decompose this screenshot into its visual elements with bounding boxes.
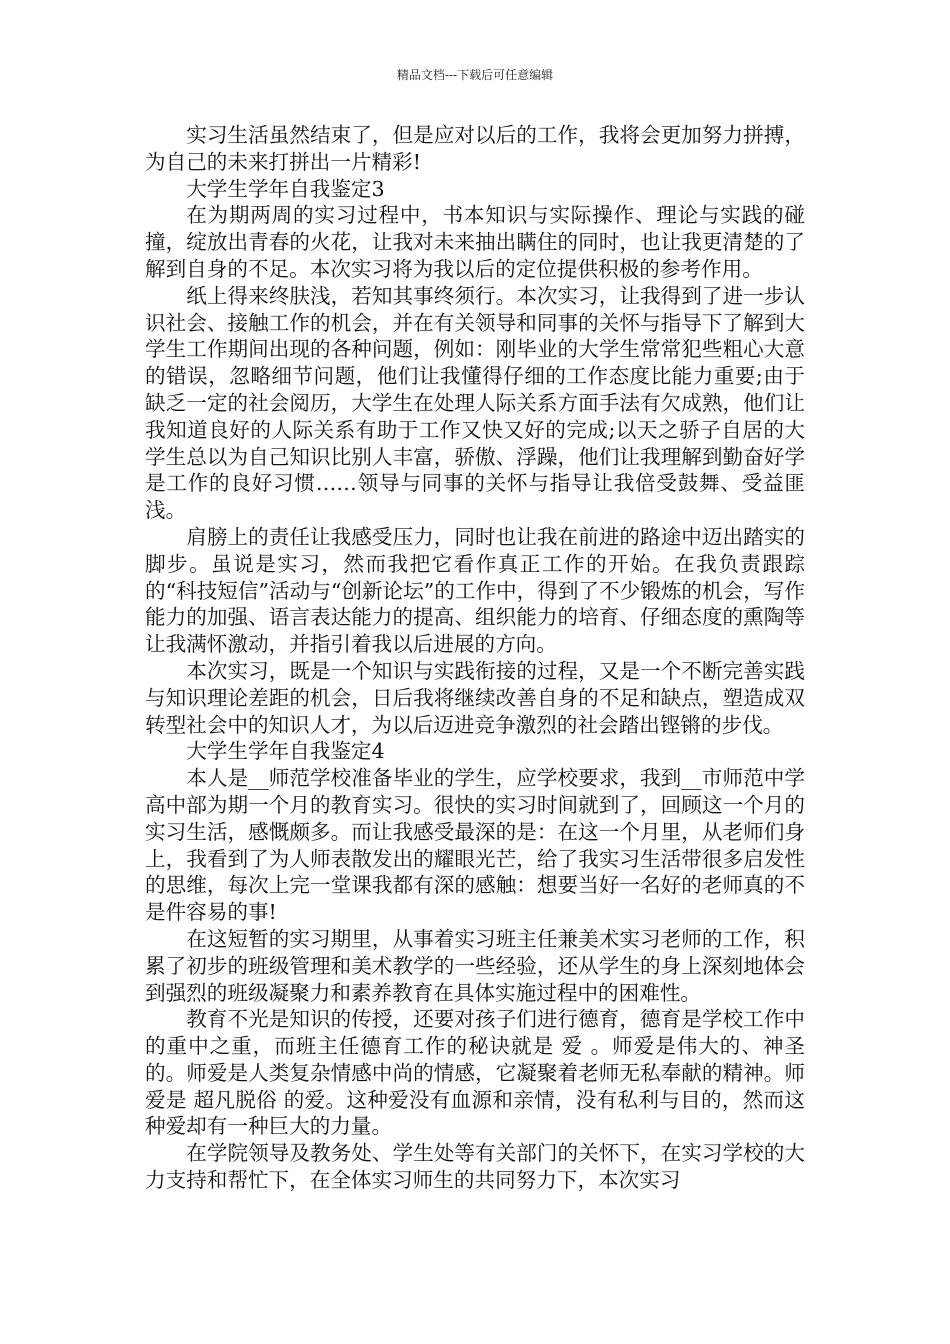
paragraph: 肩膀上的责任让我感受压力，同时也让我在前进的路途中迈出踏实的脚步。虽说是实习，然而我把它看作真正工作的开始。在我负责跟踪的“科技短信”活动与“创新论坛”的工作中，得到了不少锻炼的机会，写作能力的加强、语言表达能力的提高、组织能力的培育、仔细态度的熏陶等让我满怀激动，并指引着我以后进展的方向。 xyxy=(145,524,805,657)
paragraph: 本人是__师范学校准备毕业的学生，应学校要求，我到__市师范中学高中部为期一个月的教育实习。很快的实习时间就到了，回顾这一个月的实习生活，感慨颇多。而让我感受最深的是：在这一个月里，从老师们身上，我看到了为人师表散发出的耀眼光芒，给了我实习生活带很多启发性的思维，每次上完一堂课我都有深的感触：想要当好一名好的老师真的不是件容易的事! xyxy=(145,766,805,925)
paragraph: 教育不光是知识的传授，还要对孩子们进行德育，德育是学校工作中的重中之重，而班主任德育工作的秘诀就是 爱 。师爱是伟大的、神圣的。师爱是人类复杂情感中尚的情感，它凝聚着老师无私奉献的精神。师爱是 超凡脱俗 的爱。这种爱没有血源和亲情，没有私利与目的，然而这种爱却有一种巨大的力量。 xyxy=(145,1007,805,1139)
paragraph: 在这短暂的实习期里，从事着实习班主任兼美术实习老师的工作，积累了初步的班级管理和美术教学的一些经验，还从学生的身上深刻地体会到强烈的班级凝聚力和素养教育在具体实施过程中的困难性。 xyxy=(145,926,805,1005)
paragraph: 实习生活虽然结束了，但是应对以后的工作，我将会更加努力拼搏，为自己的未来打拼出一片精彩! xyxy=(145,123,805,174)
paragraph: 在为期两周的实习过程中，书本知识与实际操作、理论与实践的碰撞，绽放出青春的火花，让我对未来抽出瞒住的同时，也让我更清楚的了解到自身的不足。本次实习将为我以后的定位提供积极的参考作用。 xyxy=(145,203,805,281)
section-heading: 大学生学年自我鉴定3 xyxy=(186,176,385,201)
paragraph: 纸上得来终肤浅，若知其事终须行。本次实习，让我得到了进一步认识社会、接触工作的机会，并在有关领导和同事的关怀与指导下了解到大学生工作期间出现的各种问题，例如：刚毕业的大学生常常犯些粗心大意的错误，忽略细节问题，他们让我懂得仔细的工作态度比能力重要;由于缺乏一定的社会阅历，大学生在处理人际关系方面手法有欠成熟，他们让我知道良好的人际关系有助于工作又快又好的完成;以天之骄子自居的大学生总以为自己知识比别人丰富，骄傲、浮躁，他们让我理解到勤奋好学是工作的良好习惯……领导与同事的关怀与指导让我倍受鼓舞、受益匪浅。 xyxy=(145,283,805,523)
paragraph: 本次实习，既是一个知识与实践衔接的过程，又是一个不断完善实践与知识理论差距的机会，日后我将继续改善自身的不足和缺点，塑造成双转型社会中的知识人才，为以后迈进竞争激烈的社会踏出铿锵的步伐。 xyxy=(145,658,805,737)
document-body xyxy=(145,122,805,1194)
page-header: 精品文档---下载后可任意编辑 xyxy=(396,68,554,82)
section-heading: 大学生学年自我鉴定4 xyxy=(186,739,385,764)
paragraph: 在学院领导及教务处、学生处等有关部门的关怀下，在实习学校的大力支持和帮忙下，在全体实习师生的共同努力下，本次实习 xyxy=(145,1141,805,1193)
